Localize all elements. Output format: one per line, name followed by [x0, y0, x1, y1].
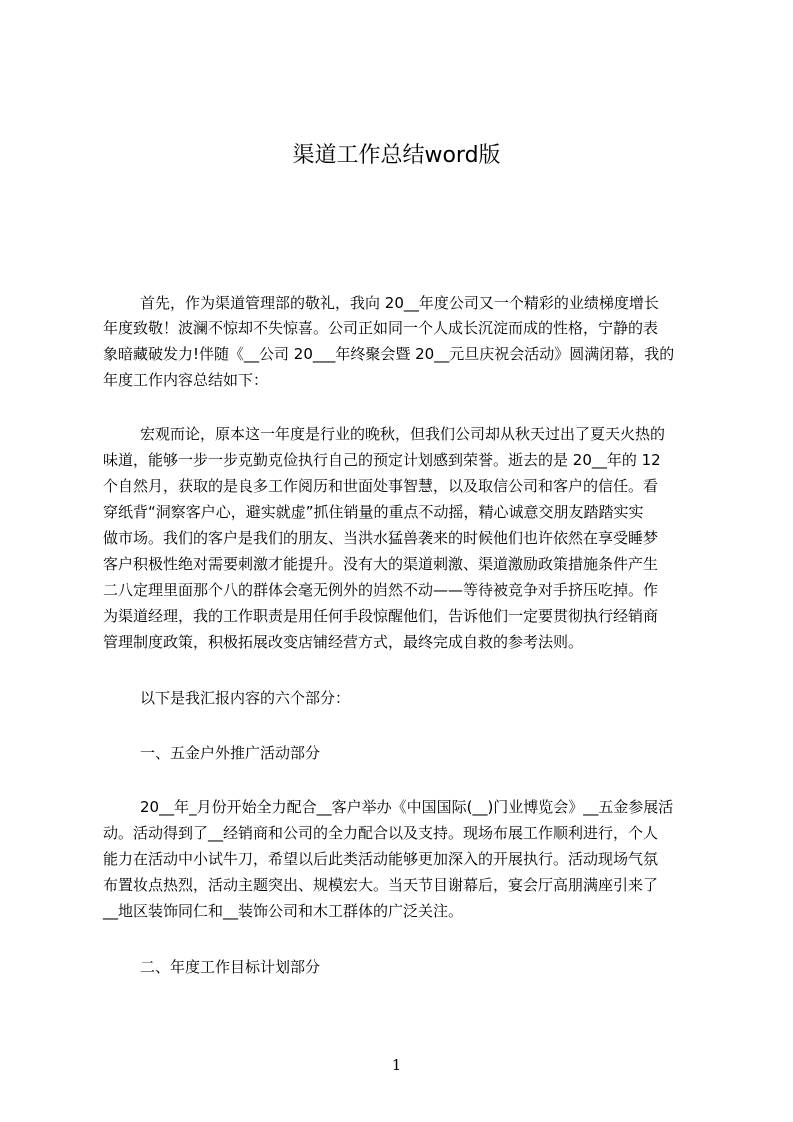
paragraph-line: 管理制度政策，积极拓展改变店铺经营方式，最终完成自救的参考法则。: [103, 633, 584, 651]
document-title: 渠道工作总结word版: [292, 143, 501, 168]
paragraph-line: 以下是我汇报内容的六个部分：: [140, 689, 351, 707]
paragraph-line: 宏观而论，原本这一年度是行业的晚秋，但我们公司却从秋天过出了夏天火热的: [140, 425, 666, 443]
paragraph-line: 做市场。我们的客户是我们的朋友、当洪水猛兽袭来的时候他们也许依然在享受睡梦: [103, 529, 659, 547]
section-heading: 二、年度工作目标计划部分: [140, 958, 321, 976]
paragraph-line: 首先，作为渠道管理部的敬礼，我向 20__年度公司又一个精彩的业绩梯度增长: [140, 294, 659, 312]
paragraph-line: 年度工作内容总结如下：: [103, 371, 269, 389]
paragraph-line: 味道，能够一步一步克勤克俭执行自己的预定计划感到荣誉。逝去的是 20__年的 12: [103, 451, 661, 469]
paragraph-line: 年度致敬！波澜不惊却不失惊喜。公司正如同一个人成长沉淀而成的性格，宁静的表: [103, 319, 659, 337]
paragraph-line: 穿纸背“洞察客户心，避实就虚”抓住销量的重点不动摇，精心诚意交朋友踏踏实实: [103, 503, 644, 521]
paragraph-line: 能力在活动中小试牛刀，希望以后此类活动能够更加深入的开展执行。活动现场气氛: [103, 850, 659, 868]
paragraph-line: 客户积极性绝对需要刺激才能提升。没有大的渠道刺激、渠道激励政策措施条件产生: [103, 555, 659, 573]
paragraph-line: __地区装饰同仁和__装饰公司和木工群体的广泛关注。: [103, 902, 464, 920]
paragraph-line: 20__年_月份开始全力配合__客户举办《中国国际(__)门业博览会》__五金参展活: [140, 798, 674, 816]
paragraph-line: 动。活动得到了__经销商和公司的全力配合以及支持。现场布展工作顺利进行，个人: [103, 824, 659, 842]
page-number: 1: [391, 1056, 402, 1074]
paragraph-line: 二八定理里面那个八的群体会毫无例外的岿然不动——等待被竞争对手挤压吃掉。作: [103, 581, 659, 599]
paragraph-line: 布置妆点热烈，活动主题突出、规模宏大。当天节目谢幕后，宴会厅高朋满座引来了: [103, 876, 659, 894]
section-heading: 一、五金户外推广活动部分: [140, 744, 321, 762]
paragraph-line: 为渠道经理，我的工作职责是用任何手段惊醒他们，告诉他们一定要贯彻执行经销商: [103, 607, 659, 625]
paragraph-line: 个自然月，获取的是良多工作阅历和世面处事智慧，以及取信公司和客户的信任。看: [103, 477, 659, 495]
paragraph-line: 象暗藏破发力!伴随《__公司 20___年终聚会暨 20__元旦庆祝会活动》圆满闭幕，我的: [103, 345, 675, 363]
